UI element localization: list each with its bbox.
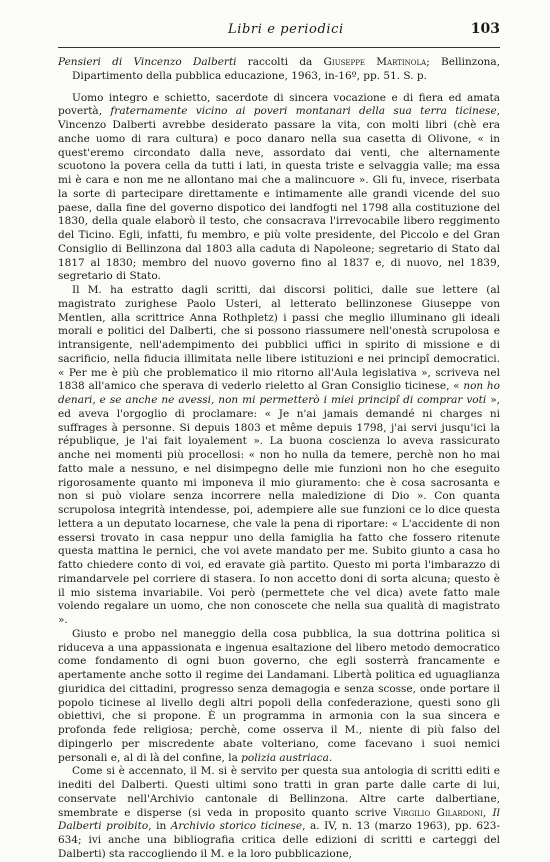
book-title: Pensieri di Vincenzo Dalberti — [58, 56, 237, 68]
cited-article-title: Il Dalberti proibito — [58, 806, 500, 833]
paragraph-3-text-a: Giusto e probo nel maneggio della cosa pubblica, la sua dottrina politica si riduceva a una appassionata e ingenua esaltazione del libero metodo democratico come fondamento di ogni buon governo, che egli sosterrà francamente e apertamente anche sotto il regime dei Landamani. Libertà politica ed uguaglianza giuridica dei cittadini, progresso senza demagogia e senza scosse, onde portare il popolo ticinese al livello degli altri popoli della confederazione, questi sono gli obiettivi, che si propone. È un programma in armonia con la sua sincera e profonda fede religiosa; perchè, come osserva il M., niente di più falso del dipingerlo per miscredente abate volteriano, come facevano i suoi nemici personali e, al di là del confine, la — [58, 627, 500, 764]
page-number: 103 — [470, 21, 500, 37]
paragraph-2-italic: non ho denari, e se anche ne avessi, non mi permetterò i miei principî di comprar voti — [58, 380, 500, 406]
page-header — [58, 20, 500, 40]
paragraph-3 — [58, 628, 500, 766]
paragraph-3-text-c: . — [328, 751, 333, 764]
paragraph-4-text-a: Come si è accennato, il M. si è servito per questa sua antologia di scritti editi e inediti del Dalberti. Questi ultimi sono tratti in gran parte dalle carte di lui, conservate nell'Archivio cantonale di Bellinzona. Altre carte dalbertiane, smembrate e disperse (si veda in proposito quanto scrive — [58, 765, 500, 819]
paragraph-1-italic: fraternamente vicino ai poveri montanari della sua terra ticinese — [110, 105, 497, 118]
paragraph-4-text-b: , — [482, 806, 493, 819]
citation-connector: raccolti da — [236, 56, 324, 68]
book-citation — [58, 56, 500, 84]
paragraph-4 — [58, 765, 500, 861]
paragraph-4-text-c: , in — [148, 820, 171, 833]
paragraph-2-text-a: Il M. ha estratto dagli scritti, dai discorsi politici, dalle sue lettere (al magistrato zurighese Paolo Usteri, al letterato bellinzonese Giuseppe von Mentlen, alla scrittrice Anna Rothpletz) i passi che meglio illuminano gli ideali morali e politici del Dalberti, che si possono riassumere nell'onestà scrupolosa e intransigente, nell'adempimento dei pubblici uffici in spirito di missione e di sacrificio, nella fiducia illimitata nelle libere istituzioni e nei principî democratici. « Per me è più che problematico il mio ritorno all'Aula legislativa », scriveva nel 1838 all'amico che sperava di vederlo rieletto al Gran Consiglio ticinese, « — [58, 284, 500, 393]
cited-author: Virgilio Gilardoni — [393, 806, 483, 819]
paragraph-2 — [58, 284, 500, 628]
paragraph-3-italic: polizia austriaca — [241, 751, 329, 764]
paragraph-2-text-c: », ed aveva l'orgoglio di proclamare: « Je n'ai jamais demandé ni charges ni suffrages à personne. Si depuis 1803 et même depuis 1798, j'ai servi jusqu'ici la république, je l'ai fait loyalement ». La buona coscienza lo aveva rassicurato anche nei momenti più procellosi: « non ho nulla da temere, perchè non ho mai fatto male a nessuno, e nel disimpegno delle mie funzioni non ho che eseguito rigorosamente quanto mi imponeva il mio giuramento: che è cosa sacrosanta e non si può violare senza incorrere nella maledizione di Dio ». Con quanta scrupolosa integrità intendesse, poi, adempiere alle sue funzioni ce lo dice questa lettera a un deputato locarnese, che vale la pena di riportare: « L'accidente di non essersi trovato in casa neppur uno della famiglia ha fatto che fossero ritenute questa mattina le pernici, che voi avete mandato per me. Subito giunto a casa ho fatto chiedere conto di voi, ed eravate già partito. Questo mi porta l'imbarazzo di rimandarvele pel corriere di stasera. Io non accetto doni di sorta alcuna; questo è il mio sistema invariabile. Voi però (permettete che vel dica) avete fatto male volendo regalare un uomo, che non conoscete che nella sua qualità di magistrato ». — [58, 394, 500, 626]
paragraph-1 — [58, 92, 500, 285]
book-editor: Giuseppe Martinola — [323, 56, 427, 68]
running-title: Libri e periodici — [228, 22, 344, 37]
header-rule — [58, 47, 500, 48]
cited-journal: Archivio storico ticinese — [170, 820, 303, 833]
paragraph-1-text-c: , Vincenzo Dalberti avrebbe desiderato passare la vita, con molti libri (chè era anche uomo di rara cultura) e poco danaro nella sua casetta di Olivone, « in quest'eremo circondato dalla neve, assordato dai venti, che alternamente scuotono la povera cella da tutti i lati, in questa triste e selvaggia valle; ma essa mi è cara e non me ne allontano mai che a malincuore ». Gli fu, invece, riserbata la sorte di partecipare direttamente e intimamente alle grandi vicende del suo paese, dalla fine del governo dispotico dei landfogti nel 1798 alla costituzione del 1830, della quale elaborò il testo, che consacrava l'irrevocabile libero reggimento del Ticino. Egli, infatti, fu membro, e più volte presidente, del Piccolo e del Gran Consiglio di Bellinzona dal 1803 alla caduta di Napoleone; segretario di Stato dal 1817 al 1830; membro del nuovo governo fino al 1837 e, di nuovo, nel 1839, segretario di Stato. — [58, 105, 501, 283]
citation-details: ; Bellinzona, Dipartimento della pubblica educazione, 1963, in-16º, pp. 51. S. p. — [72, 56, 500, 82]
article-body — [58, 56, 500, 862]
paragraph-1-text-a: Uomo integro e schietto, sacerdote di sincera vocazione e di fiera ed amata povertà, — [58, 91, 500, 118]
paragraph-4-text-d: , a. IV, n. 13 (marzo 1963), pp. 623-634; ivi anche una bibliografia critica delle edizioni di scritti e carteggi del Dalberti) sta raccogliendo il M. e la loro pubblicazione, — [58, 820, 500, 860]
